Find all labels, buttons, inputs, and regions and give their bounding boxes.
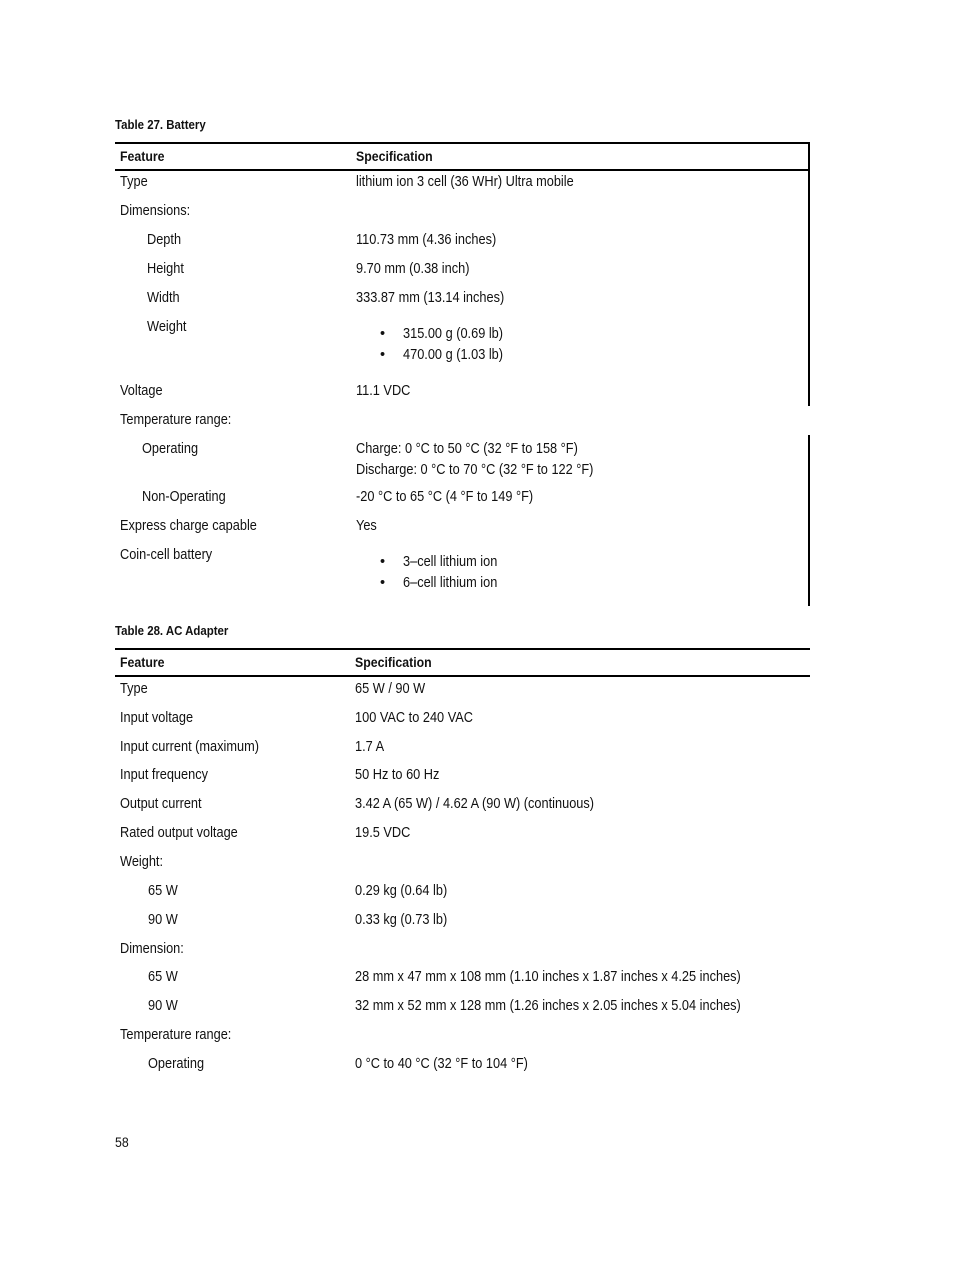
row-feature: Coin-cell battery <box>120 547 213 563</box>
list-item: • 3–cell lithium ion <box>356 554 510 575</box>
row-spec <box>356 326 517 368</box>
row-spec: 333.87 mm (13.14 inches) <box>356 290 505 306</box>
row-spec: 9.70 mm (0.38 inch) <box>356 261 470 277</box>
battery-table <box>115 142 810 591</box>
page-number: 58 <box>115 1134 129 1150</box>
row-spec: 0 °C to 40 °C (32 °F to 104 °F) <box>355 1056 528 1072</box>
row-spec: 1.7 A <box>355 739 385 755</box>
row-spec: Yes <box>356 518 377 534</box>
row-feature: Height <box>147 261 184 277</box>
row-feature: Non-Operating <box>142 489 226 505</box>
bullet-list <box>356 554 510 596</box>
bullet-list <box>356 326 517 368</box>
row-feature: 65 W <box>148 883 178 899</box>
row-spec: 0.29 kg (0.64 lb) <box>355 883 448 899</box>
row-spec: 32 mm x 52 mm x 128 mm (1.26 inches x 2.05 inches x 5.04 inches) <box>355 998 741 1014</box>
row-feature: 90 W <box>148 998 178 1014</box>
row-feature: Weight <box>147 319 187 335</box>
row-spec: 110.73 mm (4.36 inches) <box>356 232 497 248</box>
row-feature: Temperature range: <box>120 1027 232 1043</box>
battery-table-right-border <box>808 142 810 406</box>
battery-table-right-border <box>808 435 810 606</box>
row-spec <box>356 441 626 483</box>
adapter-header-spec: Specification <box>355 654 432 670</box>
row-feature: Temperature range: <box>120 412 232 428</box>
row-spec: -20 °C to 65 °C (4 °F to 149 °F) <box>356 489 534 505</box>
row-feature: Weight: <box>120 854 164 870</box>
row-feature: Type <box>120 174 148 190</box>
spec-line: Discharge: 0 °C to 70 °C (32 °F to 122 °F) <box>356 462 594 478</box>
row-spec: 11.1 VDC <box>356 383 411 399</box>
row-feature: Voltage <box>120 383 163 399</box>
row-spec <box>356 554 510 596</box>
row-spec: lithium ion 3 cell (36 WHr) Ultra mobile <box>356 174 574 190</box>
row-feature: Dimension: <box>120 941 184 957</box>
battery-table-header <box>115 142 810 171</box>
row-feature: Rated output voltage <box>120 825 238 841</box>
list-item: • 315.00 g (0.69 lb) <box>356 326 517 347</box>
row-feature: Input voltage <box>120 710 194 726</box>
row-feature: 65 W <box>148 969 178 985</box>
row-spec: 100 VAC to 240 VAC <box>355 710 473 726</box>
row-spec: 19.5 VDC <box>355 825 411 841</box>
row-feature: Operating <box>142 441 199 457</box>
row-spec: 65 W / 90 W <box>355 681 426 697</box>
row-feature: Type <box>120 681 148 697</box>
adapter-header-feature: Feature <box>120 654 165 670</box>
battery-table-caption: Table 27. Battery <box>115 117 206 132</box>
spec-line: Charge: 0 °C to 50 °C (32 °F to 158 °F) <box>356 441 578 457</box>
row-spec: 3.42 A (65 W) / 4.62 A (90 W) (continuous) <box>355 796 595 812</box>
row-feature: 90 W <box>148 912 178 928</box>
battery-header-feature: Feature <box>120 148 165 164</box>
adapter-table-header <box>115 648 810 677</box>
row-spec: 50 Hz to 60 Hz <box>355 767 440 783</box>
list-item: • 6–cell lithium ion <box>356 575 510 596</box>
list-item: • 470.00 g (1.03 lb) <box>356 347 517 368</box>
row-feature: Depth <box>147 232 182 248</box>
row-feature: Input frequency <box>120 767 208 783</box>
row-feature: Input current (maximum) <box>120 739 259 755</box>
row-feature: Dimensions: <box>120 203 191 219</box>
battery-header-spec: Specification <box>356 148 433 164</box>
adapter-table <box>115 648 810 1072</box>
adapter-table-caption: Table 28. AC Adapter <box>115 623 229 638</box>
row-feature: Express charge capable <box>120 518 257 534</box>
row-spec: 0.33 kg (0.73 lb) <box>355 912 448 928</box>
row-spec: 28 mm x 47 mm x 108 mm (1.10 inches x 1.87 inches x 4.25 inches) <box>355 969 741 985</box>
row-feature: Width <box>147 290 180 306</box>
row-feature: Operating <box>148 1056 205 1072</box>
row-feature: Output current <box>120 796 202 812</box>
